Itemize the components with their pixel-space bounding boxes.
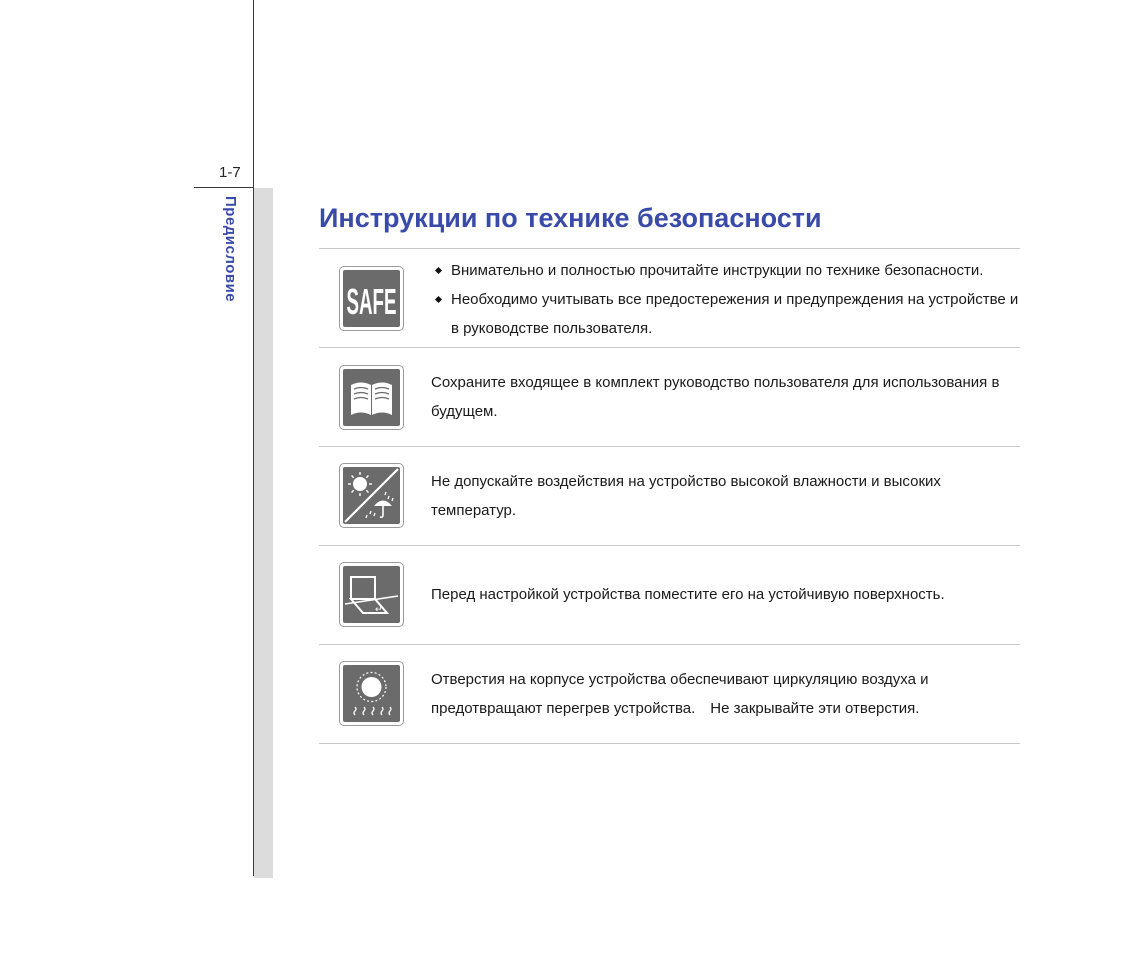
safe-icon (339, 266, 404, 331)
svg-text:SAFE: SAFE (346, 281, 397, 322)
page-number-rule (194, 187, 254, 188)
page-title: Инструкции по технике безопасности (319, 203, 822, 233)
safety-row-safe (319, 249, 1020, 348)
safety-instructions-list (319, 248, 1020, 744)
side-gutter (254, 188, 273, 878)
safety-row-surface (319, 546, 1020, 645)
section-label: Предисловие (222, 196, 239, 303)
safety-row-text: Сохраните входящее в комплект руководство пользователя для использования в будущем. (431, 374, 1000, 420)
safety-row-text (431, 256, 1020, 343)
safety-row-text: Не допускайте воздействия на устройство высокой влажности и высоких температур. (431, 473, 941, 519)
safety-row-text: Отверстия на корпусе устройства обеспечивают циркуляцию воздуха и предотвращают перегрев устройства. Не закрывайте эти отверстия. (431, 671, 929, 717)
laptop-surface-icon (339, 562, 404, 627)
page-number: 1-7 (219, 164, 241, 181)
bullet-item: Внимательно и полностью прочитайте инструкции по технике безопасности. (431, 256, 1020, 285)
safety-row-text: Перед настройкой устройства поместите его на устойчивую поверхность. (431, 586, 945, 603)
safety-row-manual (319, 348, 1020, 447)
safety-row-ventilation (319, 645, 1020, 744)
bullet-item: Необходимо учитывать все предостережения и предупреждения на устройстве и в руководстве пользователя. (431, 285, 1020, 343)
svg-text:↵: ↵ (375, 604, 383, 614)
manual-book-icon (339, 365, 404, 430)
ventilation-heat-icon (339, 661, 404, 726)
safety-row-humidity (319, 447, 1020, 546)
humidity-temperature-icon (339, 463, 404, 528)
